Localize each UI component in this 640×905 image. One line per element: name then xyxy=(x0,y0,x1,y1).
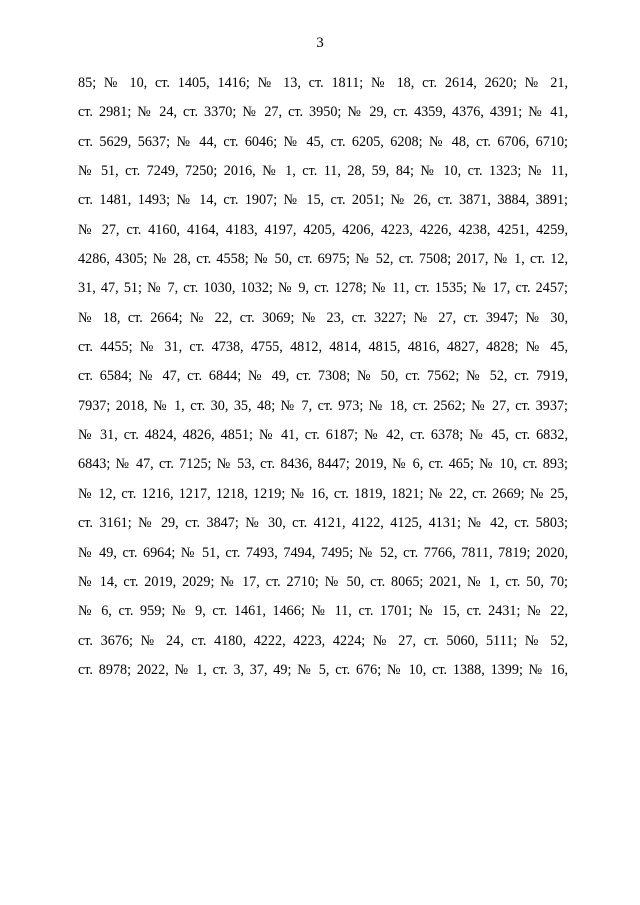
text-line: 4286, 4305; № 28, ст. 4558; № 50, ст. 6975; № 52, ст. 7508; 2017, № 1, ст. 12, xyxy=(78,251,568,268)
page-number: 3 xyxy=(316,35,324,51)
text-line: № 51, ст. 7249, 7250; 2016, № 1, ст. 11, 28, 59, 84; № 10, ст. 1323; № 11, xyxy=(78,163,568,180)
text-line: ст. 3161; № 29, ст. 3847; № 30, ст. 4121, 4122, 4125, 4131; № 42, ст. 5803; xyxy=(78,515,568,532)
text-line: ст. 2981; № 24, ст. 3370; № 27, ст. 3950; № 29, ст. 4359, 4376, 4391; № 41, xyxy=(78,104,568,121)
text-line: № 6, ст. 959; № 9, ст. 1461, 1466; № 11, ст. 1701; № 15, ст. 2431; № 22, xyxy=(78,603,568,620)
text-line: ст. 4455; № 31, ст. 4738, 4755, 4812, 4814, 4815, 4816, 4827, 4828; № 45, xyxy=(78,339,568,356)
text-line: ст. 8978; 2022, № 1, ст. 3, 37, 49; № 5, ст. 676; № 10, ст. 1388, 1399; № 16, xyxy=(78,661,568,678)
text-line: 7937; 2018, № 1, ст. 30, 35, 48; № 7, ст. 973; № 18, ст. 2562; № 27, ст. 3937; xyxy=(78,397,568,414)
text-line: 6843; № 47, ст. 7125; № 53, ст. 8436, 8447; 2019, № 6, ст. 465; № 10, ст. 893; xyxy=(78,456,568,473)
text-line: № 12, ст. 1216, 1217, 1218, 1219; № 16, ст. 1819, 1821; № 22, ст. 2669; № 25, xyxy=(78,485,568,502)
text-line: № 27, ст. 4160, 4164, 4183, 4197, 4205, 4206, 4223, 4226, 4238, 4251, 4259, xyxy=(78,221,568,238)
text-line: № 31, ст. 4824, 4826, 4851; № 41, ст. 6187; № 42, ст. 6378; № 45, ст. 6832, xyxy=(78,427,568,444)
text-line: 85; № 10, ст. 1405, 1416; № 13, ст. 1811; № 18, ст. 2614, 2620; № 21, xyxy=(78,75,568,91)
text-line: № 18, ст. 2664; № 22, ст. 3069; № 23, ст. 3227; № 27, ст. 3947; № 30, xyxy=(78,309,568,326)
text-line: ст. 6584; № 47, ст. 6844; № 49, ст. 7308; № 50, ст. 7562; № 52, ст. 7919, xyxy=(78,368,568,385)
text-line: № 14, ст. 2019, 2029; № 17, ст. 2710; № 50, ст. 8065; 2021, № 1, ст. 50, 70; xyxy=(78,573,568,590)
text-line: ст. 5629, 5637; № 44, ст. 6046; № 45, ст. 6205, 6208; № 48, ст. 6706, 6710; xyxy=(78,133,568,150)
text-line: ст. 3676; № 24, ст. 4180, 4222, 4223, 4224; № 27, ст. 5060, 5111; № 52, xyxy=(78,632,568,649)
document-body-text xyxy=(78,72,568,688)
text-line: № 49, ст. 6964; № 51, ст. 7493, 7494, 7495; № 52, ст. 7766, 7811, 7819; 2020, xyxy=(78,544,568,561)
text-line: 31, 47, 51; № 7, ст. 1030, 1032; № 9, ст. 1278; № 11, ст. 1535; № 17, ст. 2457; xyxy=(78,280,568,297)
text-line: ст. 1481, 1493; № 14, ст. 1907; № 15, ст. 2051; № 26, ст. 3871, 3884, 3891; xyxy=(78,192,568,209)
